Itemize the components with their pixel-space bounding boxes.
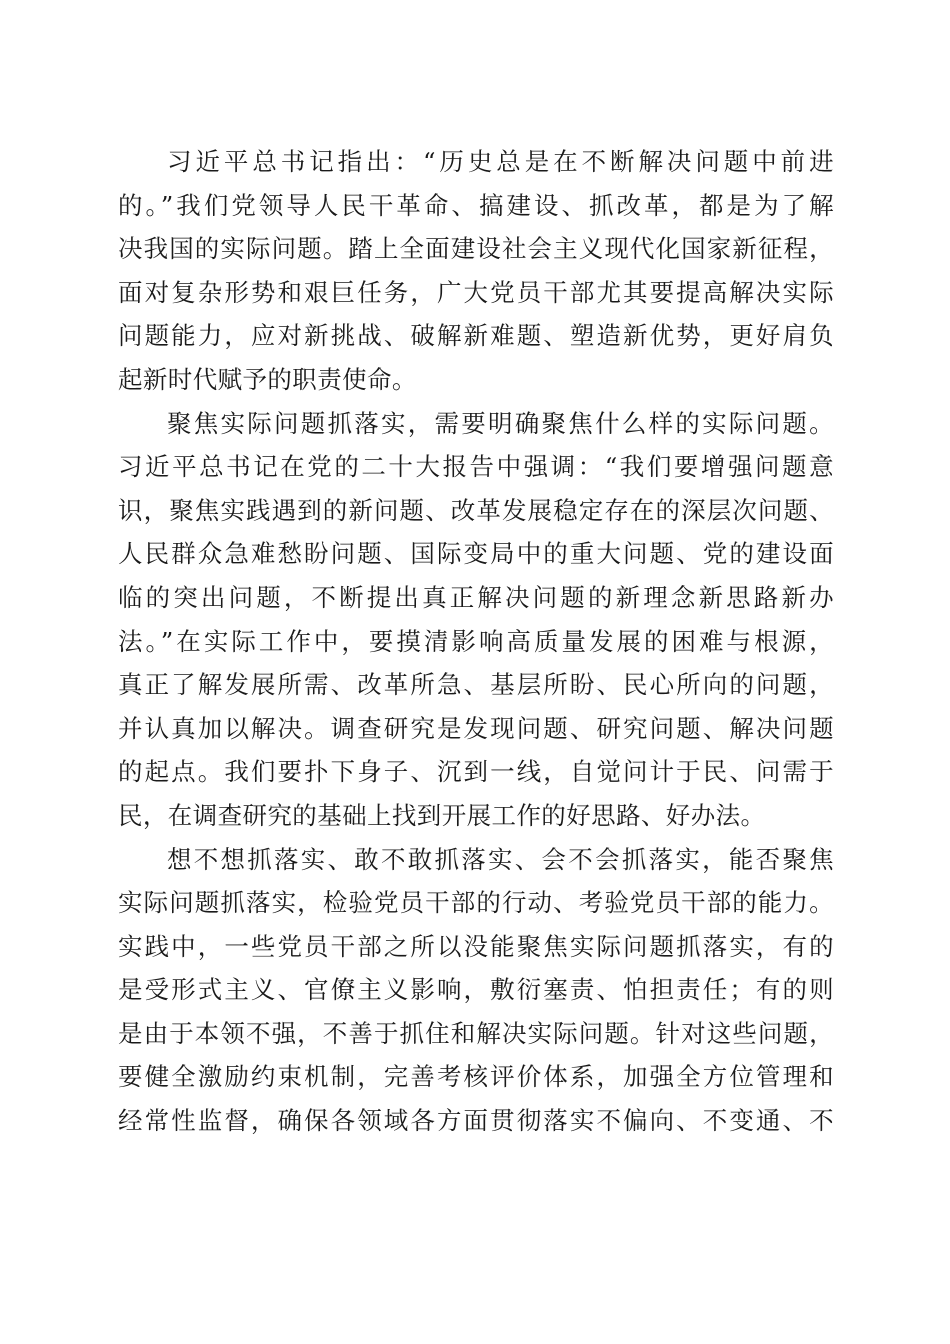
document-page	[118, 140, 834, 1143]
paragraph-2	[118, 402, 834, 838]
text-line: 实际问题抓落实，检验党员干部的行动、考验党员干部的能力。	[118, 888, 834, 918]
text-line: 人民群众急难愁盼问题、国际变局中的重大问题、党的建设面	[118, 539, 834, 569]
paragraph-1	[118, 140, 834, 402]
text-line: 聚焦实际问题抓落实，需要明确聚焦什么样的实际问题。	[167, 408, 834, 438]
text-line: 习近平总书记指出：“历史总是在不断解决问题中前进	[167, 147, 834, 176]
text-line: 要健全激励约束机制，完善考核评价体系，加强全方位管理和	[118, 1062, 834, 1092]
text-line: 习近平总书记在党的二十大报告中强调：“我们要增强问题意	[118, 452, 834, 482]
text-line: 实践中，一些党员干部之所以没能聚焦实际问题抓落实，有的	[118, 931, 834, 961]
text-line: 决我国的实际问题。踏上全面建设社会主义现代化国家新征程，	[118, 234, 834, 264]
text-line: 的。”我们党领导人民干革命、搞建设、抓改革，都是为了解	[118, 190, 834, 220]
text-line: 的起点。我们要扑下身子、沉到一线，自觉问计于民、问需于	[118, 757, 834, 787]
text-line: 是由于本领不强，不善于抓住和解决实际问题。针对这些问题，	[118, 1018, 834, 1048]
text-line: 问题能力，应对新挑战、破解新难题、塑造新优势，更好肩负	[118, 321, 834, 351]
text-line: 法。”在实际工作中，要摸清影响高质量发展的困难与根源，	[118, 626, 834, 656]
paragraph-3	[118, 838, 834, 1143]
text-line: 并认真加以解决。调查研究是发现问题、研究问题、解决问题	[118, 713, 834, 743]
text-line: 是受形式主义、官僚主义影响，敷衍塞责、怕担责任；有的则	[118, 975, 834, 1005]
text-line: 真正了解发展所需、改革所急、基层所盼、民心所向的问题，	[118, 670, 834, 700]
text-line: 民，在调查研究的基础上找到开展工作的好思路、好办法。	[118, 800, 766, 830]
text-line: 面对复杂形势和艰巨任务，广大党员干部尤其要提高解决实际	[118, 277, 834, 307]
text-line: 想不想抓落实、敢不敢抓落实、会不会抓落实，能否聚焦	[167, 844, 834, 874]
text-line: 经常性监督，确保各领域各方面贯彻落实不偏向、不变通、不	[118, 1106, 834, 1136]
text-line: 起新时代赋予的职责使命。	[118, 364, 417, 394]
text-line: 识，聚焦实践遇到的新问题、改革发展稳定存在的深层次问题、	[118, 495, 834, 525]
text-line: 临的突出问题，不断提出真正解决问题的新理念新思路新办	[118, 582, 834, 612]
